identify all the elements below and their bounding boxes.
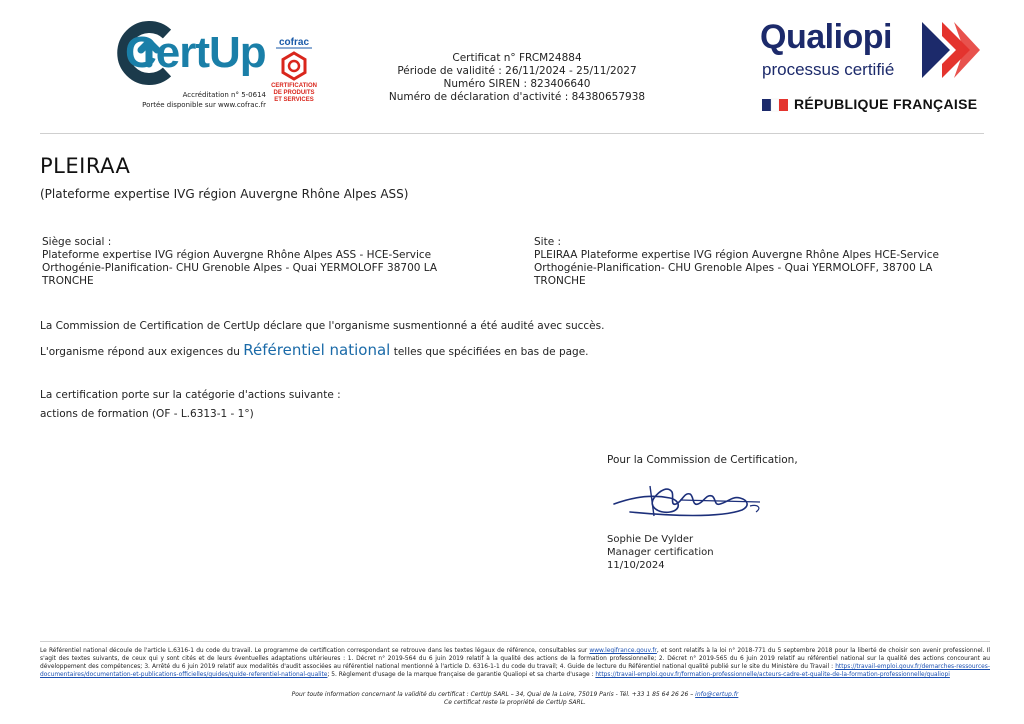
category-value: actions de formation (OF - L.6313-1 - 1°) — [40, 408, 254, 420]
certificate-info — [360, 52, 674, 104]
signer-block — [607, 533, 714, 572]
signer-role: Manager certification — [607, 547, 714, 558]
referentiel-text-after: telles que spécifiées en bas de page. — [390, 346, 589, 358]
siren-number: Numéro SIREN : 823406640 — [443, 78, 591, 90]
referentiel-text-before: L'organisme répond aux exigences du — [40, 346, 244, 358]
siege-label: Siège social : — [42, 236, 112, 248]
siege-line: Plateforme expertise IVG région Auvergne Rhône Alpes ASS - HCE-Service — [42, 249, 432, 261]
site-line: TRONCHE — [534, 275, 586, 287]
footer-divider — [40, 641, 990, 642]
site-line: Orthogénie-Planification- CHU Grenoble Alpes - Quai YERMOLOFF, 38700 LA — [534, 262, 933, 274]
organisation-name: PLEIRAA — [40, 154, 131, 178]
organisation-full-name: (Plateforme expertise IVG région Auvergne Rhône Alpes ASS) — [40, 187, 409, 201]
category-intro: La certification porte sur la catégorie d'actions suivante : — [40, 389, 341, 401]
property-notice: Ce certificat reste la propriété de CertUp SARL. — [444, 699, 586, 706]
siege-social-block — [42, 236, 462, 288]
footer-text: , et sont relatifs à la loi n° 2018-771 du 5 septembre 2018 pour la liberté de choisir son avenir professionnel. Il s'agit des textes suivants, de ceux qui y sont cités et de leurs éventuelles adaptations ultérieures : 1. Décret n° 2019-564 du 6 juin 2019 relatif à la qualité des actions de la formation professionnelle; 2. Décret n° 2019-565 du 6 juin 2019 relatif au référentiel national sur la qualité des actions concourant au développement des compétences; 3. Arrêté du 6 juin 2019 relatif aux modalités d'audit associées au référentiel national mentionné à l'article D. 6316-1-1 du code du travail; 4. Guide de lecture du Référentiel national qualité publié sur le site du Ministère du Travail : — [40, 648, 990, 670]
qualiopi-wordmark: Qualiopi — [760, 18, 892, 56]
commission-statement: La Commission de Certification de CertUp déclare que l'organisme susmentionné a été audité avec succès. — [40, 320, 605, 332]
cofrac-wordmark: cofrac — [278, 37, 310, 48]
site-block — [534, 236, 954, 288]
svg-text:CERTIFICATION: CERTIFICATION — [271, 83, 317, 89]
footer-text: Le Référentiel national découle de l'article L.6316-1 du code du travail. Le programme de certification correspondant se retrouve dans les textes légaux de référence, consultables sur — [40, 648, 590, 654]
signature-date: 11/10/2024 — [607, 560, 665, 571]
contact-email-link[interactable]: info@certup.fr — [695, 691, 739, 698]
guide-referentiel-link[interactable]: https://travail-emploi.gouv.fr/demarches-ressources-documentaires/documentation-et-publications-officielles/guides/guide-referentiel-national-qualite — [40, 664, 990, 678]
for-commission-label: Pour la Commission de Certification, — [607, 454, 798, 466]
footer-contact — [40, 691, 990, 707]
contact-line — [40, 691, 990, 699]
legifrance-link[interactable]: www.legifrance.gouv.fr — [589, 648, 657, 654]
contact-text: Pour toute information concernant la validité du certificat : CertUp SARL – 34, Quai de la Loire, 75019 Paris - Tél. +33 1 85 64 26 26 – — [291, 691, 696, 698]
handwritten-signature — [610, 476, 770, 524]
signer-name: Sophie De Vylder — [607, 534, 694, 545]
footer-legal-text — [40, 647, 990, 679]
header-divider — [40, 133, 984, 134]
qualiopi-tagline: processus certifié — [762, 60, 895, 79]
certup-wordmark: CertUp — [125, 28, 266, 77]
cofrac-logo — [271, 36, 317, 110]
accreditation-number: Accréditation n° 5-0614 — [182, 91, 266, 99]
footer-text: ; 5. Règlement d'usage de la marque française de garantie Qualiopi et sa charte d'usage : — [327, 672, 596, 678]
svg-text:DE PRODUITS: DE PRODUITS — [273, 90, 315, 96]
declaration-number: Numéro de déclaration d'activité : 84380657938 — [388, 91, 646, 103]
validity-period: Période de validité : 26/11/2024 - 25/11/2027 — [397, 65, 637, 77]
siege-line: TRONCHE — [42, 275, 94, 287]
accreditation-info — [120, 90, 266, 110]
republique-francaise: RÉPUBLIQUE FRANÇAISE — [794, 96, 978, 112]
referentiel-national-highlight: Référentiel national — [243, 341, 391, 359]
site-line: PLEIRAA Plateforme expertise IVG région Auvergne Rhône Alpes HCE-Service — [534, 249, 939, 261]
certificate-number: Certificat n° FRCM24884 — [452, 52, 582, 64]
siege-line: Orthogénie-Planification- CHU Grenoble Alpes - Quai YERMOLOFF 38700 LA — [42, 262, 438, 274]
site-label: Site : — [534, 236, 562, 248]
referentiel-statement — [40, 341, 589, 359]
qualiopi-triangle-icon — [920, 20, 982, 80]
french-flag-icon — [762, 99, 788, 111]
svg-text:ET SERVICES: ET SERVICES — [274, 97, 314, 103]
cofrac-scope: Portée disponible sur www.cofrac.fr — [142, 101, 266, 109]
qualiopi-link[interactable]: https://travail-emploi.gouv.fr/formation-professionnelle/acteurs-cadre-et-qualite-de-la-formation-professionnelle/qualiopi — [595, 672, 950, 678]
